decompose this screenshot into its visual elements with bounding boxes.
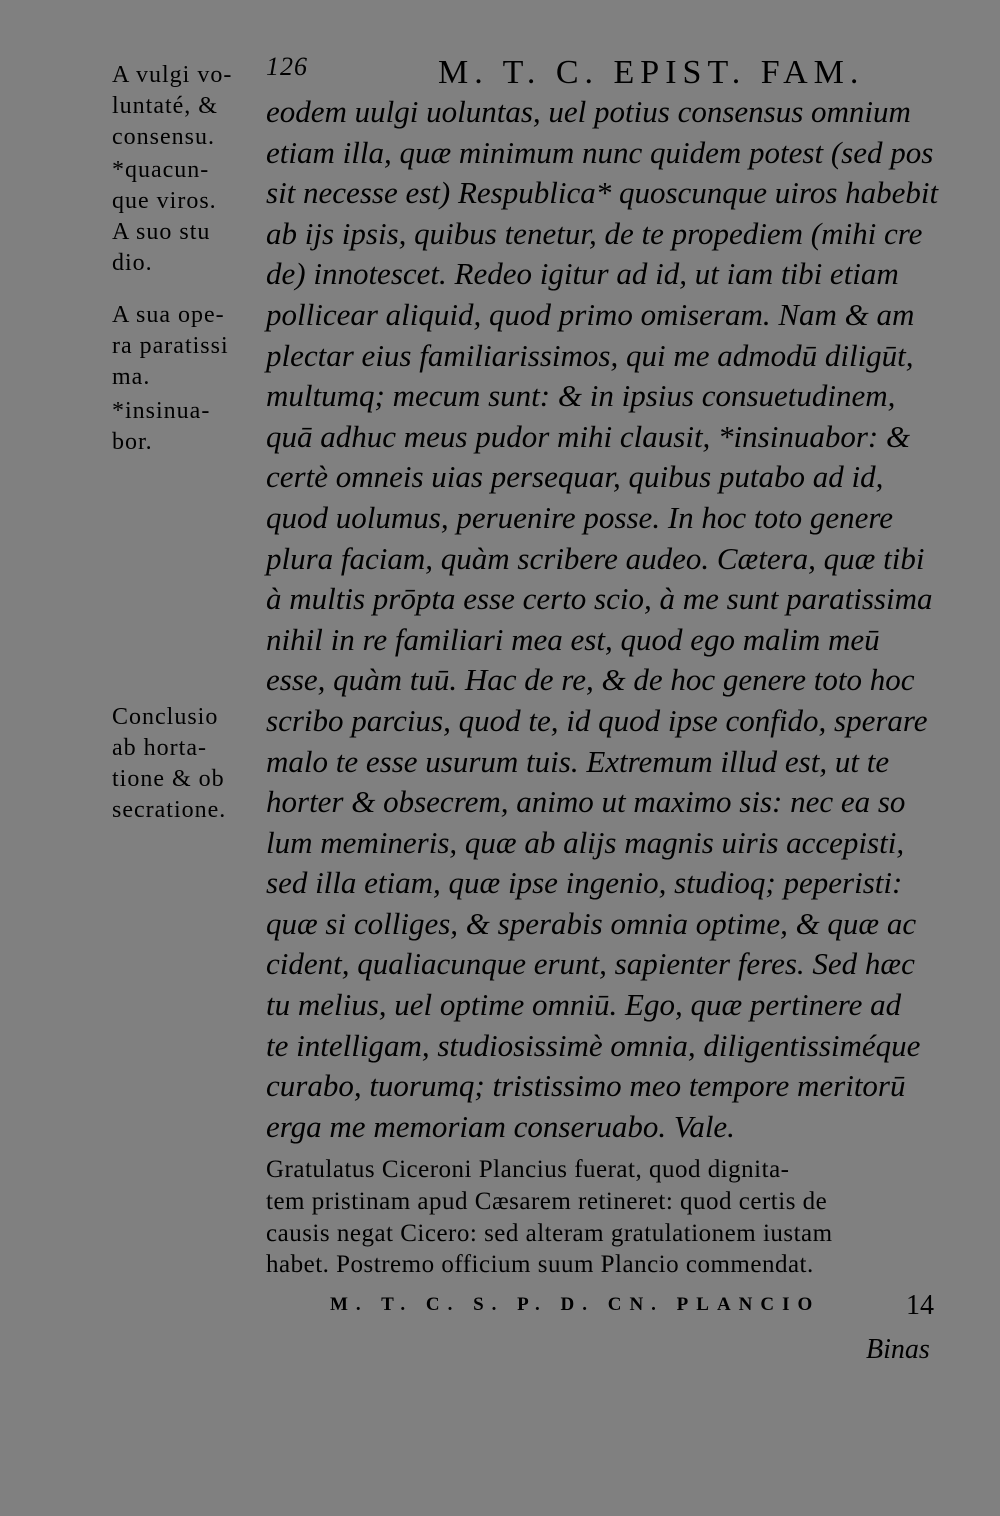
catchword: Binas bbox=[866, 1334, 930, 1365]
text-line: etiam illa, quæ minimum nunc quidem potest (sed pos bbox=[266, 134, 934, 170]
margin-note: A sua ope- bbox=[112, 302, 225, 328]
page-number: 126 bbox=[266, 52, 308, 81]
margin-note: secratione. bbox=[112, 797, 227, 823]
text-line: tu melius, uel optime omniū. Ego, quæ pertinere ad bbox=[266, 987, 902, 1023]
text-line: sit necesse est) Respublica* quoscunque uiros habebit bbox=[266, 175, 939, 211]
margin-note: Conclusio bbox=[112, 704, 219, 730]
running-head: M. T. C. EPIST. FAM. bbox=[438, 54, 865, 91]
text-line: esse, quàm tuū. Hac de re, & de hoc genere toto hoc bbox=[266, 662, 915, 698]
argument-line: tem pristinam apud Cæsarem retineret: quod certis de bbox=[266, 1187, 828, 1215]
margin-note: A suo stu bbox=[112, 219, 211, 245]
text-line: nihil in re familiari mea est, quod ego malim meū bbox=[266, 621, 880, 657]
text-line: erga me memoriam conseruabo. Vale. bbox=[266, 1108, 735, 1144]
margin-note: ab horta- bbox=[112, 735, 207, 761]
text-line: te intelligam, studiosissimè omnia, diligentissiméque bbox=[266, 1027, 921, 1063]
text-line: multumq; mecum sunt: & in ipsius consuetudinem, bbox=[266, 378, 896, 414]
text-line: quā adhuc meus pudor mihi clausit, *insinuabor: & bbox=[266, 418, 911, 454]
text-line: eodem uulgi uoluntas, uel potius consensus omnium bbox=[266, 94, 911, 129]
text-line: malo te esse usurum tuis. Extremum illud est, ut te bbox=[266, 743, 890, 779]
margin-note: A vulgi vo- bbox=[112, 62, 233, 88]
text-line: sed illa etiam, quæ ipse ingenio, studioq; peperisti: bbox=[266, 865, 903, 901]
margin-note: consensu. bbox=[112, 124, 215, 150]
text-line: quod uolumus, peruenire posse. In hoc toto genere bbox=[266, 499, 894, 535]
argument-line: causis negat Cicero: sed alteram gratulationem iustam bbox=[266, 1219, 833, 1247]
text-line: de) innotescet. Redeo igitur ad id, ut iam tibi etiam bbox=[266, 256, 899, 292]
margin-note: dio. bbox=[112, 250, 153, 276]
margin-note: *insinua- bbox=[112, 398, 211, 424]
text-line: cident, qualiacunque erunt, sapienter feres. Sed hæc bbox=[266, 946, 915, 982]
text-line: quæ si colliges, & sperabis omnia optime, & quæ ac bbox=[266, 905, 917, 941]
letter-body bbox=[266, 92, 966, 1147]
text-line: à multis prōpta esse certo scio, à me sunt paratissima bbox=[266, 581, 933, 617]
letter-heading: M. T. C. S. P. D. CN. PLANCIO bbox=[330, 1294, 821, 1315]
letter-argument bbox=[266, 1154, 946, 1281]
margin-note: ra paratissi bbox=[112, 333, 229, 359]
text-line: horter & obsecrem, animo ut maximo sis: nec ea so bbox=[266, 784, 906, 820]
margin-note: luntaté, & bbox=[112, 93, 218, 119]
margin-notes bbox=[0, 0, 270, 1516]
text-line: lum memineris, quæ ab alijs magnis uiris accepisti, bbox=[266, 824, 905, 860]
argument-line: habet. Postremo officium suum Plancio commendat. bbox=[266, 1251, 814, 1279]
argument-line: Gratulatus Ciceroni Plancius fuerat, quod dignita- bbox=[266, 1156, 790, 1183]
text-line: pollicear aliquid, quod primo omiseram. Nam & am bbox=[266, 296, 915, 332]
text-line: certè omneis uias persequar, quibus putabo ad id, bbox=[266, 459, 884, 495]
letter-number: 14 bbox=[906, 1290, 934, 1321]
text-line: plectar eius familiarissimos, qui me admodū diligūt, bbox=[266, 337, 914, 373]
margin-note: que viros. bbox=[112, 188, 217, 214]
margin-note: tione & ob bbox=[112, 766, 225, 792]
text-line: plura faciam, quàm scribere audeo. Cætera, quæ tibi bbox=[266, 540, 925, 576]
margin-note: *quacun- bbox=[112, 157, 210, 183]
text-line: curabo, tuorumq; tristissimo meo tempore meritorū bbox=[266, 1068, 906, 1104]
margin-note: ma. bbox=[112, 364, 151, 390]
text-line: scribo parcius, quod te, id quod ipse confido, sperare bbox=[266, 702, 928, 738]
text-line: ab ijs ipsis, quibus tenetur, de te propediem (mihi cre bbox=[266, 215, 923, 251]
margin-note: bor. bbox=[112, 429, 153, 455]
